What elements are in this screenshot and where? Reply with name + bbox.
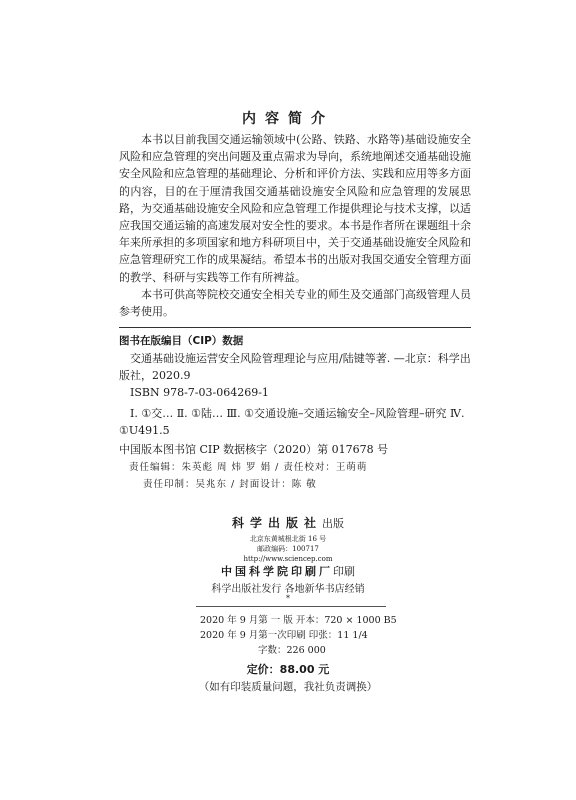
distribution-line: 科学出版社发行 各地新华书店经销 [211, 584, 365, 595]
cip-record: 中国版本图书馆 CIP 数据核字（2020）第 017678 号 [119, 443, 389, 456]
cip-header: 图书在版编目（CIP）数据 [119, 335, 244, 347]
summary-paragraph: 本书以目前我国交通运输领域中(公路、铁路、水路等)基础设施安全风险和应急管理的突出问题及重点需求为导向，系统地阐述交通基础设施安全风险和应急管理的基础理论、分析和评价方法、实践和应用等多方面的内容，目的在于厘清我国交通基础设施安全风险和应急管理的发展思路，为交通基础设施安全风险和应急管理工作提供理论与技术支撑，以适应我国交通运输的高速发展对安全性的要求。本书是作者所在课题组十余年来所承担的多项国家和地方科研项目中，关于交通基础设施安全风险和应急管理研究工作的成果凝结。希望本书的出版对我国交通安全管理方面的教学、科研与实践等工作有所裨益。 [119, 133, 471, 284]
printing-line: 2020 年 9 月第一次印刷 印张：11 1/4 [200, 630, 368, 641]
printer-name: 中国科学院印刷厂 [221, 565, 333, 578]
cip-isbn: ISBN 978-7-03-064269-1 [130, 386, 269, 399]
cip-block [119, 333, 471, 458]
publisher-address: 北京东黄城根北街 16 号 [249, 535, 327, 543]
publisher-website: http://www.sciencep.com [243, 555, 333, 563]
publisher-suffix: 出版 [322, 517, 344, 530]
cip-classification: Ⅰ. ①交… Ⅱ. ①陆… Ⅲ. ①交通设施–交通运输安全–风险管理–研究 Ⅳ. ①U491.5 [119, 407, 465, 437]
credits-editors: 责任编辑：朱英彪 周 炜 罗 娟 / 责任校对：王萌萌 [129, 462, 368, 473]
quality-notice: （如有印装质量问题，我社负责调换） [198, 681, 378, 693]
credits-production: 责任印制：吴兆东 / 封面设计：陈 敬 [143, 479, 317, 490]
printer-line [0, 563, 576, 579]
cip-entry: 交通基础设施运营安全风险管理理论与应用/陆键等著. —北京：科学出版社，2020.9 [119, 352, 471, 382]
edition-block [200, 613, 480, 658]
divider-top [119, 327, 471, 328]
separator-star: * [286, 594, 290, 603]
publisher-name-text: 科学出版社 [231, 516, 322, 530]
publisher-postcode: 邮政编码：100717 [257, 545, 319, 553]
printer-suffix: 印刷 [333, 565, 355, 578]
summary-text [119, 131, 471, 320]
summary-paragraph: 本书可供高等院校交通安全相关专业的师生及交通部门高级管理人员参考使用。 [119, 287, 471, 319]
divider-edition [196, 606, 386, 607]
publisher-name [0, 514, 576, 531]
publisher-block [0, 514, 576, 564]
price: 定价：88.00 元 [246, 663, 330, 676]
credits [129, 459, 479, 493]
word-count: 字数：226 000 [258, 645, 326, 656]
edition-line: 2020 年 9 月第 一 版 开本：720 × 1000 B5 [200, 615, 397, 626]
summary-title: 内容简介 [242, 111, 334, 127]
